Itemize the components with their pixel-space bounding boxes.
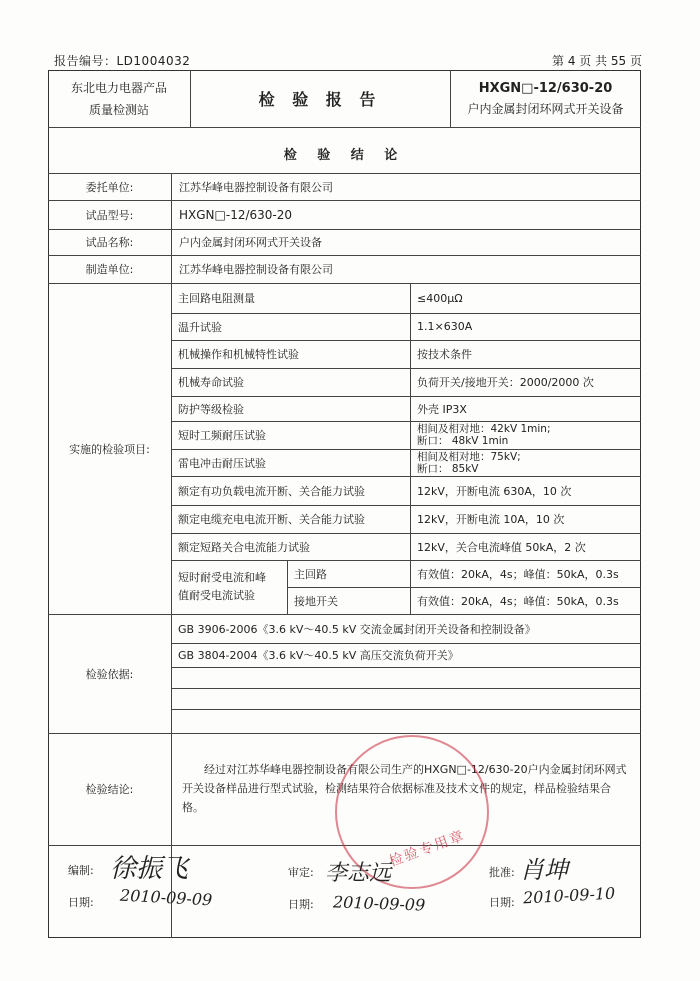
items-label: 实施的检验项目:: [69, 442, 150, 456]
short-time-name-line2: 值耐受电流试验: [178, 589, 255, 602]
item-name: 额定短路关合电流能力试验: [178, 540, 310, 554]
client-value: 江苏华峰电器控制设备有限公司: [179, 180, 333, 194]
date-label: 日期:: [489, 896, 515, 909]
item-name: 额定有功负载电流开断、关合能力试验: [178, 484, 365, 498]
basis-standard: GB 3906-2006《3.6 kV～40.5 kV 交流金属封闭开关设备和控制设备》: [178, 622, 536, 636]
org-line1: 东北电力电器产品: [70, 80, 167, 95]
short-time-result: 有效值：20kA，4s；峰值：50kA，0.3s: [417, 594, 619, 608]
item-result: 按技术条件: [417, 348, 472, 361]
item-name: 雷电冲击耐压试验: [178, 456, 266, 470]
model-label: 试品型号:: [85, 208, 134, 222]
item-name: 机械寿命试验: [178, 376, 244, 389]
item-result: 1.1×630A: [417, 320, 473, 333]
item-result: 12kV，开断电流 10A，10 次: [417, 513, 565, 526]
item-name: 机械操作和机械特性试验: [178, 348, 299, 361]
short-time-result: 有效值：20kA，4s；峰值：50kA，0.3s: [417, 567, 619, 581]
conclusion-label: 检验结论:: [85, 783, 134, 796]
item-name: 短时工频耐压试验: [178, 429, 266, 442]
stamp-text: 检验专用章: [387, 827, 468, 871]
item-name: 温升试验: [178, 320, 222, 334]
sample-name-value: 户内金属封闭环网式开关设备: [179, 236, 322, 249]
item-result: 外壳 IP3X: [417, 402, 467, 416]
header-product-model: HXGN□-12/630-20: [478, 80, 613, 96]
page-info: 第 4 页 共 55 页: [552, 54, 642, 68]
review-signature: 李志远: [325, 861, 392, 886]
date-label: 日期:: [288, 898, 314, 911]
basis-standard: GB 3804-2004《3.6 kV～40.5 kV 高压交流负荷开关》: [178, 649, 459, 662]
item-result-line2: 断口： 48kV 1min: [417, 435, 509, 447]
manufacturer-value: 江苏华峰电器控制设备有限公司: [179, 263, 333, 276]
item-result: 12kV，开断电流 630A，10 次: [417, 484, 572, 498]
compile-label: 编制:: [68, 864, 94, 877]
item-result-line1: 相间及相对地：42kV 1min;: [417, 423, 551, 435]
org-line2: 质量检测站: [88, 102, 149, 117]
item-name: 主回路电阻测量: [178, 292, 255, 305]
item-name: 额定电缆充电电流开断、关合能力试验: [178, 513, 365, 526]
date-label: 日期:: [68, 896, 94, 909]
compile-signature: 徐振飞: [110, 854, 189, 884]
section-title: 检 验 结 论: [283, 147, 406, 163]
report-title: 检 验 报 告: [258, 90, 382, 109]
manufacturer-label: 制造单位:: [85, 263, 134, 276]
approve-date: 2010-09-10: [522, 883, 616, 908]
item-name: 防护等级检验: [178, 402, 244, 416]
item-result: 12kV，关合电流峰值 50kA，2 次: [417, 540, 586, 554]
short-time-name-line1: 短时耐受电流和峰: [178, 571, 266, 584]
item-result-line1: 相间及相对地：75kV;: [417, 451, 521, 463]
item-result: 负荷开关/接地开关：2000/2000 次: [417, 376, 594, 389]
short-time-sub: 接地开关: [294, 594, 338, 608]
review-date: 2010-09-09: [332, 892, 426, 915]
review-label: 审定:: [288, 866, 314, 879]
short-time-sub: 主回路: [294, 567, 327, 581]
model-value: HXGN□-12/630-20: [179, 207, 293, 222]
item-result: ≤400μΩ: [417, 291, 463, 305]
compile-date: 2010-09-09: [119, 885, 213, 910]
approve-signature: 肖坤: [520, 856, 568, 884]
sample-name-label: 试品名称:: [85, 236, 134, 249]
header-product-name: 户内金属封闭环网式开关设备: [467, 101, 624, 116]
report-number: 报告编号：LD1004032: [54, 54, 191, 68]
basis-label: 检验依据:: [85, 667, 134, 681]
approve-label: 批准:: [489, 866, 515, 879]
client-label: 委托单位:: [85, 180, 134, 194]
item-result-line2: 断口： 85kV: [417, 463, 479, 475]
conclusion-text: 经过对江苏华峰电器控制设备有限公司生产的HXGN□-12/630-20户内金属封闭环网式开关设备样品进行型式试验，检测结果符合依据标准及技术文件的规定，样品检验结果合格。: [182, 763, 627, 814]
